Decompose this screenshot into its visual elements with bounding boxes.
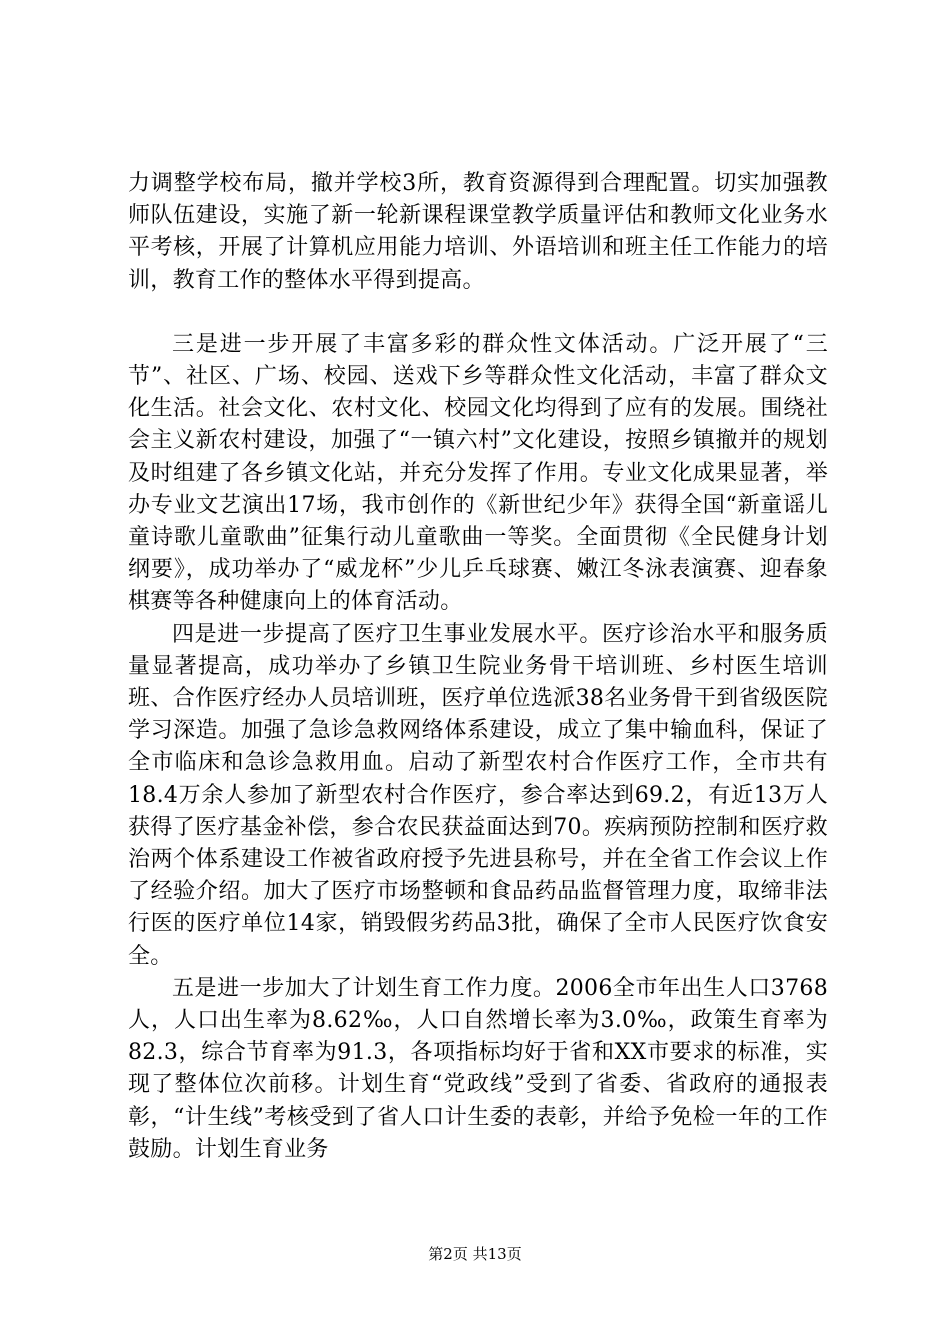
paragraph-medical-health: 四是进一步提高了医疗卫生事业发展水平。医疗诊治水平和服务质量显著提高，成功举办了乡镇卫生院业务骨干培训班、乡村医生培训班、合作医疗经办人员培训班，医疗单位选派38名业务骨干到省级医院学习深造。加强了急诊急救网络体系建设，成立了集中输血科，保证了全市临床和急诊急救用血。启动了新型农村合作医疗工作，全市共有18.4万余人参加了新型农村合作医疗，参合率达到69.2，有近13万人获得了医疗基金补偿，参合农民获益面达到70。疾病预防控制和医疗救治两个体系建设工作被省政府授予先进县称号，并在全省工作会议上作了经验介绍。加大了医疗市场整顿和食品药品监督管理力度，取缔非法行医的医疗单位14家，销毁假劣药品3批，确保了全市人民医疗饮食安全。 — [128, 621, 828, 969]
paragraph-education-continued: 力调整学校布局，撤并学校3所，教育资源得到合理配置。切实加强教师队伍建设，实施了新一轮新课程课堂教学质量评估和教师文化业务水平考核，开展了计算机应用能力培训、外语培训和班主任工作能力的培训，教育工作的整体水平得到提高。 — [128, 171, 828, 293]
page-number-footer: 第2页 共13页 — [428, 1245, 522, 1263]
paragraph-culture-sports: 三是进一步开展了丰富多彩的群众性文体活动。广泛开展了“三节”、社区、广场、校园、送戏下乡等群众性文化活动，丰富了群众文化生活。社会文化、农村文化、校园文化均得到了应有的发展。围绕社会主义新农村建设，加强了“一镇六村”文化建设，按照乡镇撤并的规划及时组建了各乡镇文化站，并充分发挥了作用。专业文化成果显著，举办专业文艺演出17场，我市创作的《新世纪少年》获得全国“新童谣儿童诗歌儿童歌曲”征集行动儿童歌曲一等奖。全面贯彻《全民健身计划纲要》，成功举办了“威龙杯”少儿乒乓球赛、嫩江冬泳表演赛、迎春象棋赛等各种健康向上的体育活动。 — [128, 331, 828, 615]
paragraph-family-planning: 五是进一步加大了计划生育工作力度。2006全市年出生人口3768人，人口出生率为8.62‰，人口自然增长率为3.0‰，政策生育率为82.3，综合节育率为91.3，各项指标均好于省和XX市要求的标准，实现了整体位次前移。计划生育“党政线”受到了省委、省政府的通报表彰，“计生线”考核受到了省人口计生委的表彰，并给予免检一年的工作鼓励。计划生育业务 — [128, 975, 828, 1162]
document-body — [128, 168, 828, 1166]
